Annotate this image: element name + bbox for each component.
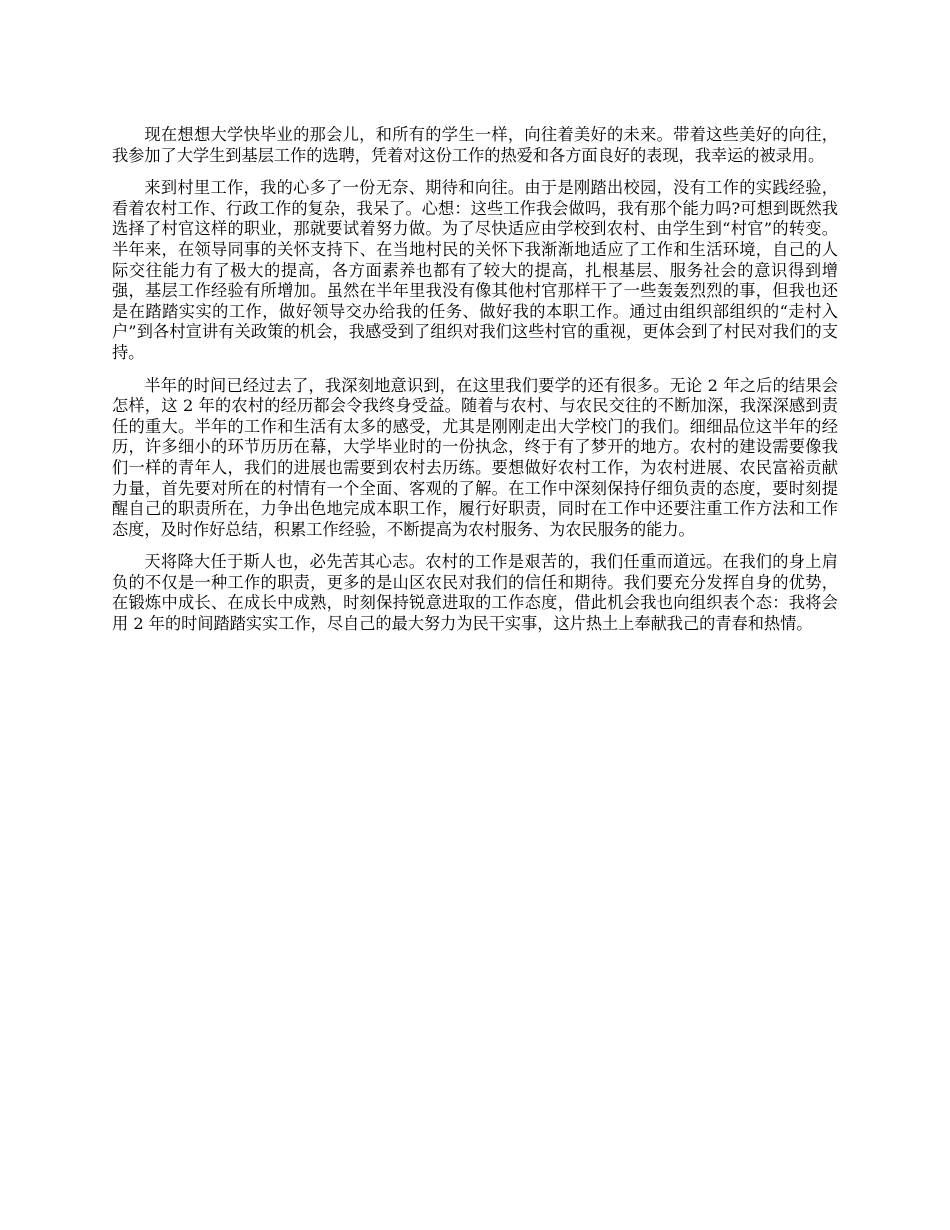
paragraph-2: 来到村里工作，我的心多了一份无奈、期待和向往。由于是刚踏出校园，没有工作的实践经验，看着农村工作、行政工作的复杂，我呆了。心想：这些工作我会做吗，我有那个能力吗?可想到既然我选择了村官这样的职业，那就要试着努力做。为了尽快适应由学校到农村、由学生到“村官”的转变。半年来，在领导同事的关怀支持下、在当地村民的关怀下我渐渐地适应了工作和生活环境，自己的人际交往能力有了极大的提高，各方面素养也都有了较大的提高，扎根基层、服务社会的意识得到增强，基层工作经验有所增加。虽然在半年里我没有像其他村官那样干了一些轰轰烈烈的事，但我也还是在踏踏实实的工作，做好领导交办给我的任务、做好我的本职工作。通过由组织部组织的“走村入户”到各村宣讲有关政策的机会，我感受到了组织对我们这些村官的重视，更体会到了村民对我们的支持。 [112,178,838,362]
paragraph-1: 现在想想大学快毕业的那会儿，和所有的学生一样，向往着美好的未来。带着这些美好的向往，我参加了大学生到基层工作的选聘，凭着对这份工作的热爱和各方面良好的表现，我幸运的被录用。 [112,125,838,165]
paragraph-4: 天将降大任于斯人也，必先苦其心志。农村的工作是艰苦的，我们任重而道远。在我们的身上肩负的不仅是一种工作的职责，更多的是山区农民对我们的信任和期待。我们要充分发挥自身的优势，在锻炼中成长、在成长中成熟，时刻保持锐意进取的工作态度，借此机会我也向组织表个态：我将会用 2 年的时间踏踏实实工作，尽自己的最大努力为民干实事，这片热土上奉献我己的青春和热情。 [112,552,838,634]
paragraph-3: 半年的时间已经过去了，我深刻地意识到，在这里我们要学的还有很多。无论 2 年之后的结果会怎样，这 2 年的农村的经历都会令我终身受益。随着与农村、与农民交往的不断加深，我深深感到责任的重大。半年的工作和生活有太多的感受，尤其是刚刚走出大学校门的我们。细细品位这半年的经历，许多细小的环节历历在幕，大学毕业时的一份执念，终于有了梦开的地方。农村的建设需要像我们一样的青年人，我们的进展也需要到农村去历练。要想做好农村工作，为农村进展、农民富裕贡献力量，首先要对所在的村情有一个全面、客观的了解。在工作中深刻保持仔细负责的态度，要时刻提醒自己的职责所在，力争出色地完成本职工作，履行好职责，同时在工作中还要注重工作方法和工作态度，及时作好总结，积累工作经验，不断提高为农村服务、为农民服务的能力。 [112,375,838,539]
document-body [112,125,838,647]
